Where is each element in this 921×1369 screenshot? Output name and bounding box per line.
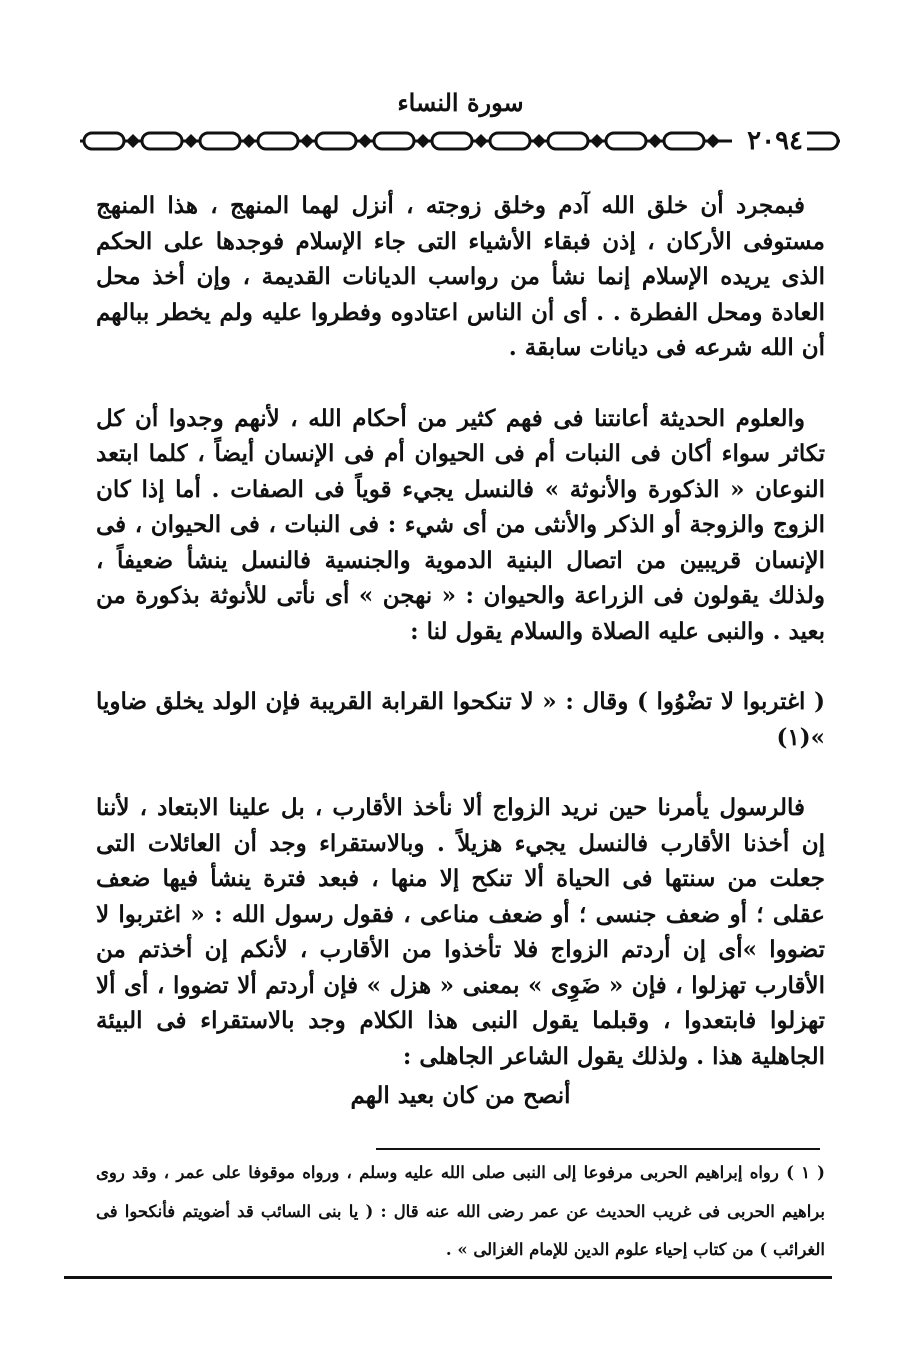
main-text bbox=[96, 188, 825, 1114]
ornamental-header-border bbox=[80, 126, 840, 156]
footnote-separator bbox=[376, 1148, 820, 1150]
paragraph: فبمجرد أن خلق الله آدم وخلق زوجته ، أنزل لهما المنهج ، هذا المنهج مستوفى الأركان ، إذن فبقاء الأشياء التى جاء الإسلام فوجدها على الحكم الذى يريده الإسلام إنما نشأ من رواسب الديانات القديمة ، وإن أخذ محل العادة ومحل الفطرة . . أى أن الناس اعتادوه وفطروا عليه ولم يخطر ببالهم أن الله شرعه فى ديانات سابقة . bbox=[96, 192, 825, 361]
footnote bbox=[96, 1154, 825, 1270]
hadith-quote: ( اغتربوا لا تضْوُوا ) وقال : « لا تنكحوا القرابة القريبة فإن الولد يخلق ضاويا »(١) bbox=[96, 688, 825, 751]
poetry-verse: أنصح من كان بعيد الهم bbox=[350, 1082, 571, 1109]
footnote-text: ( ١ ) رواه إبراهيم الحربى مرفوعا إلى النبى صلى الله عليه وسلم ، ورواه موقوفا على عمر ، وقد روى براهيم الحربى فى غريب الحديث عن عمر رضى الله عنه قال : ( يا بنى السائب قد أضويتم فأنكحوا فى الغرائب ) من كتاب إحياء علوم الدين للإمام الغزالى » . bbox=[96, 1163, 825, 1259]
page-number: ٢٠٩٤ bbox=[743, 127, 807, 155]
paragraph: والعلوم الحديثة أعانتنا فى فهم كثير من أحكام الله ، لأنهم وجدوا أن كل تكاثر سواء أكان فى النبات أم فى الحيوان أم فى الإنسان أيضاً ، كلما ابتعد النوعان « الذكورة والأنوثة » فالنسل يجيء قوياً فى الصفات . أما إذا كان الزوج والزوجة أو الذكر والأنثى من أى شيء : فى النبات ، فى الحيوان ، فى الإنسان قريبين من اتصال البنية الدموية والجنسية فالنسل ينشأ ضعيفاً ، ولذلك يقولون فى الزراعة والحيوان : « نهجن » أى نأتى للأنوثة بذكورة من بعيد . والنبى عليه الصلاة والسلام يقول لنا : bbox=[96, 404, 825, 645]
surah-title: سورة النساء bbox=[397, 88, 524, 117]
page-bottom-rule bbox=[64, 1276, 832, 1279]
paragraph: فالرسول يأمرنا حين نريد الزواج ألا نأخذ الأقارب ، بل علينا الابتعاد ، لأننا إن أخذنا الأقارب فالنسل يجيء هزيلاً . وبالاستقراء وجد أن العائلات التى جعلت من سنتها فى الحياة ألا تنكح إلا منها ، فبعد فترة ينشأ فيها ضعف عقلى ؛ أو ضعف جنسى ؛ أو ضعف مناعى ، فقول رسول الله : « اغتربوا لا تضووا »أى إن أردتم الزواج فلا تأخذوا من الأقارب ، لأنكم إن أخذتم من الأقارب تهزلوا ، فإن « ضَوِى » بمعنى « هزل » فإن أردتم ألا تضووا ، أى ألا تهزلوا فابتعدوا ، وقبلما يقول النبى هذا الكلام وجد بالاستقراء فى البيئة الجاهلية هذا . ولذلك يقول الشاعر الجاهلى : bbox=[96, 794, 825, 1070]
